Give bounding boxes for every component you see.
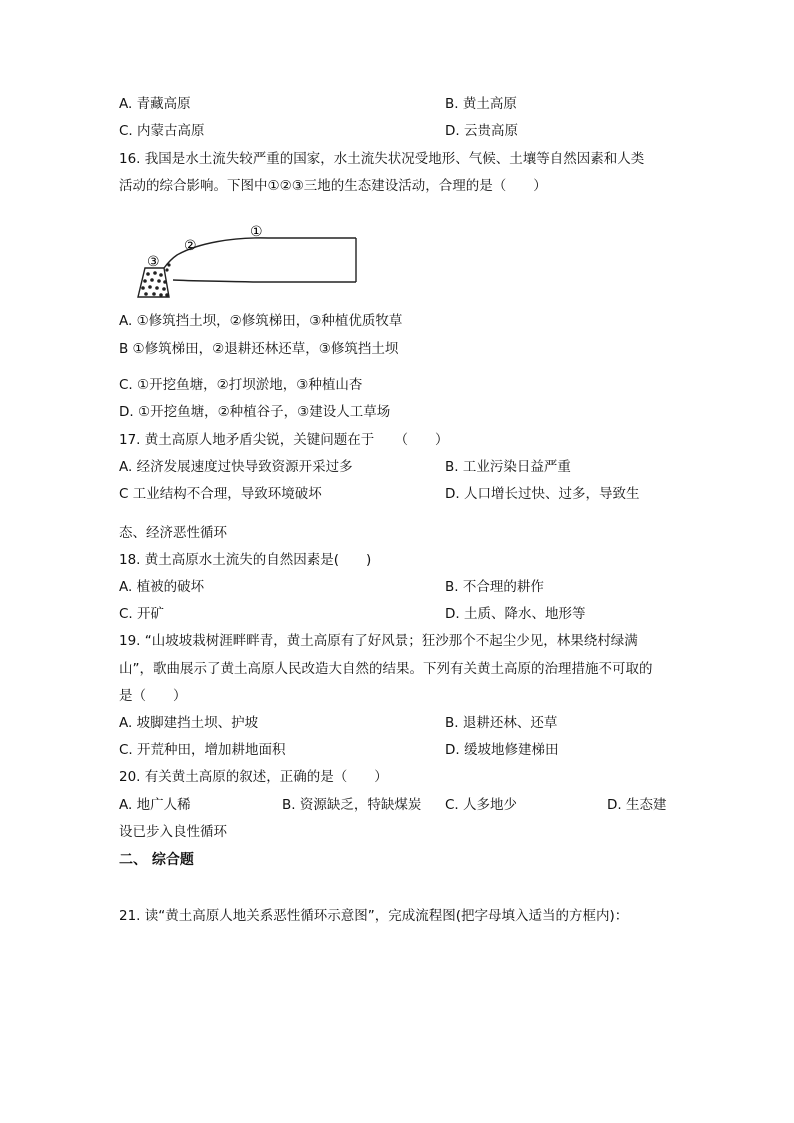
q20-stem: 20. 有关黄土高原的叙述，正确的是（ ） bbox=[119, 769, 388, 785]
q19-option-d: D. 缓坡地修建梯田 bbox=[445, 742, 559, 758]
q15-option-a: A. 青藏高原 bbox=[119, 96, 191, 112]
q18-option-a: A. 植被的破坏 bbox=[119, 579, 205, 595]
q20-option-c: C. 人多地少 bbox=[445, 797, 518, 813]
q20-option-d: D. 生态建 bbox=[607, 797, 667, 813]
label-2: ② bbox=[184, 238, 197, 254]
slope-dot bbox=[165, 268, 168, 271]
section-heading: 二、 综合题 bbox=[119, 852, 194, 868]
q18-option-c: C. 开矿 bbox=[119, 606, 165, 622]
q19-option-a: A. 坡脚建挡土坝、护坡 bbox=[119, 715, 259, 731]
q18-option-d: D. 土质、降水、地形等 bbox=[445, 606, 586, 622]
q17-option-d-continued: 态、经济恶性循环 bbox=[119, 525, 227, 541]
plateau-base bbox=[173, 280, 356, 282]
q19-stem-line-1: 19. “山坡坡栽树涯畔畔青，黄土高原有了好风景；狂沙那个不起尘少见，林果绕村绿满 bbox=[119, 633, 638, 649]
q17-option-c: C 工业结构不合理，导致环境破坏 bbox=[119, 486, 322, 502]
q15-option-d: D. 云贵高原 bbox=[445, 123, 518, 139]
q20-option-b: B. 资源缺乏，特缺煤炭 bbox=[282, 797, 422, 813]
label-3: ③ bbox=[147, 254, 160, 270]
q21-stem: 21. 读“黄土高原人地关系恶性循环示意图”，完成流程图(把字母填入适当的方框内)： bbox=[119, 908, 629, 924]
q19-option-c: C. 开荒种田，增加耕地面积 bbox=[119, 742, 286, 758]
q16-option-c: C. ①开挖鱼塘，②打坝淤地，③种植山杏 bbox=[119, 377, 363, 393]
q17-stem: 17. 黄土高原人地矛盾尖锐，关键问题在于 （ ） bbox=[119, 432, 449, 448]
q17-option-a: A. 经济发展速度过快导致资源开采过多 bbox=[119, 459, 353, 475]
q17-option-b: B. 工业污染日益严重 bbox=[445, 459, 571, 475]
q16-option-d: D. ①开挖鱼塘，②种植谷子，③建设人工草场 bbox=[119, 404, 391, 420]
slope-dot bbox=[167, 263, 170, 266]
q15-option-c: C. 内蒙古高原 bbox=[119, 123, 205, 139]
q19-stem-line-2: 山”，歌曲展示了黄土高原人民改造大自然的结果。下列有关黄土高原的治理措施不可取的 bbox=[119, 661, 653, 677]
q18-option-b: B. 不合理的耕作 bbox=[445, 579, 544, 595]
q20-option-d-continued: 设已步入良性循环 bbox=[119, 824, 227, 840]
q17-option-d: D. 人口增长过快、过多，导致生 bbox=[445, 486, 640, 502]
q15-option-b: B. 黄土高原 bbox=[445, 96, 517, 112]
slope-diagram bbox=[133, 218, 363, 302]
q18-stem: 18. 黄土高原水土流失的自然因素是( ) bbox=[119, 552, 372, 568]
q16-stem-line-2: 活动的综合影响。下图中①②③三地的生态建设活动，合理的是（ ） bbox=[119, 178, 547, 194]
q16-option-a: A. ①修筑挡土坝，②修筑梯田，③种植优质牧草 bbox=[119, 313, 403, 329]
q19-stem-line-3: 是（ ） bbox=[119, 688, 187, 704]
q16-stem-line-1: 16. 我国是水土流失较严重的国家，水土流失状况受地形、气候、土壤等自然因素和人类 bbox=[119, 151, 645, 167]
label-1: ① bbox=[250, 224, 263, 240]
q19-option-b: B. 退耕还林、还草 bbox=[445, 715, 558, 731]
q20-option-a: A. 地广人稀 bbox=[119, 797, 191, 813]
q16-option-b: B ①修筑梯田，②退耕还林还草，③修筑挡土坝 bbox=[119, 341, 399, 357]
